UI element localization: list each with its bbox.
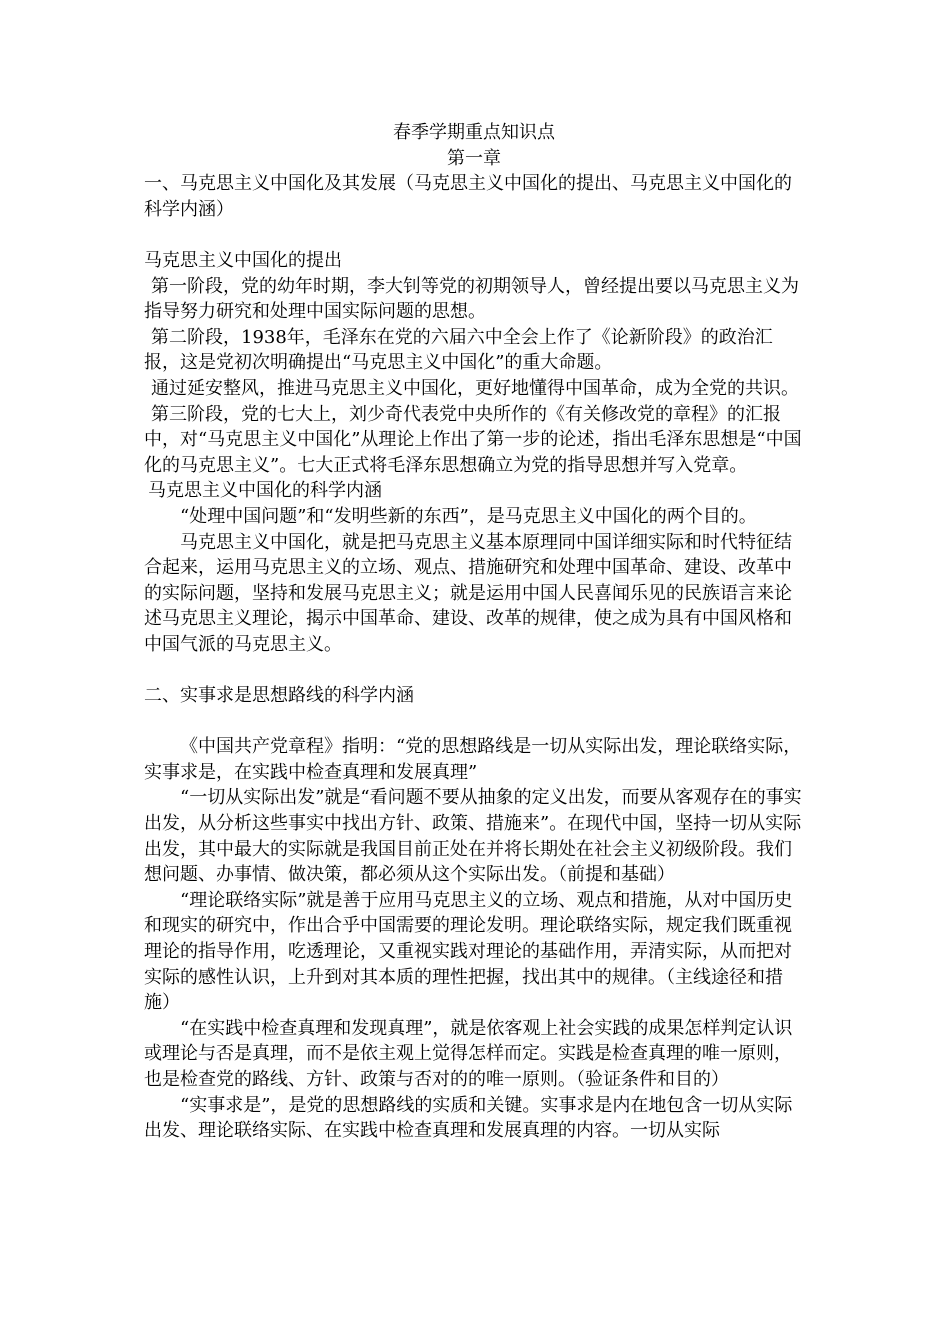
paragraph: 通过延安整风，推进马克思主义中国化，更好地懂得中国革命，成为全党的共识。 — [151, 377, 799, 399]
paragraph: 《中国共产党章程》指明：“党的思想路线是一切从实际出发，理论联络实际，实事求是，在实践中检查真理和发展真理” — [144, 736, 802, 783]
paragraph: 第三阶段，党的七大上，刘少奇代表党中央所作的《有关修改党的章程》的汇报中，对“马克思主义中国化”从理论上作出了第一步的论述，指出毛泽东思想是“中国化的马克思主义”。七大正式将毛泽东思想确立为党的指导思想并写入党章。 — [144, 403, 802, 476]
blank-line — [144, 657, 804, 683]
chapter-heading: 第一章 — [447, 147, 501, 169]
paragraph: 马克思主义中国化，就是把马克思主义基本原理同中国详细实际和时代特征结合起来，运用马克思主义的立场、观点、措施研究和处理中国革命、建设、改革中的实际问题，坚持和发展马克思主义；就是运用中国人民喜闻乐见的民族语言来论述马克思主义理论，揭示中国革命、建设、改革的规律，使之成为具有中国风格和中国气派的马克思主义。 — [144, 531, 792, 655]
section-heading: 一、马克思主义中国化及其发展（马克思主义中国化的提出、马克思主义中国化的科学内涵） — [144, 173, 792, 220]
paragraph: “一切从实际出发”就是“看问题不要从抽象的定义出发，而要从客观存在的事实出发，从分析这些事实中找出方针、政策、措施来”。在现代中国，坚持一切从实际出发，其中最大的实际就是我国目前正处在并将长期处在社会主义初级阶段。我们想问题、办事情、做决策，都必须从这个实际出发。（前提和基础） — [144, 787, 802, 886]
subsection-heading: 马克思主义中国化的科学内涵 — [148, 480, 382, 502]
paragraph: “实事求是”，是党的思想路线的实质和关键。实事求是内在地包含一切从实际出发、理论联络实际、在实践中检查真理和发展真理的内容。一切从实际 — [144, 1094, 793, 1142]
subsection-heading: 马克思主义中国化的提出 — [144, 249, 342, 271]
paragraph: 第一阶段，党的幼年时期，李大钊等党的初期领导人，曾经提出要以马克思主义为指导努力研究和处理中国实际问题的思想。 — [144, 275, 799, 323]
blank-line — [144, 222, 804, 248]
paragraph: “理论联络实际”就是善于应用马克思主义的立场、观点和措施，从对中国历史和现实的研究中，作出合乎中国需要的理论发明。理论联络实际，规定我们既重视理论的指导作用，吃透理论，又重视实践对理论的基础作用，弄清实际，从而把对实际的感性认识，上升到对其本质的理性把握，找出其中的规律。（主线途径和措施） — [144, 889, 793, 1014]
paragraph: “在实践中检查真理和发现真理”，就是依客观上社会实践的成果怎样判定认识或理论与否是真理，而不是依主观上觉得怎样而定。实践是检查真理的唯一原则，也是检查党的路线、方针、政策与否对的的唯一原则。（验证条件和目的） — [144, 1017, 793, 1090]
blank-line — [144, 709, 804, 735]
paragraph: 第二阶段，1938年，毛泽东在党的六届六中全会上作了《论新阶段》的政治汇报，这是党初次明确提出“马克思主义中国化”的重大命题。 — [144, 326, 773, 374]
document-body — [144, 120, 804, 1144]
section-heading: 二、实事求是思想路线的科学内涵 — [144, 685, 414, 707]
paragraph: “处理中国问题”和“发明些新的东西”，是马克思主义中国化的两个目的。 — [180, 505, 757, 527]
document-title: 春季学期重点知识点 — [393, 122, 555, 143]
